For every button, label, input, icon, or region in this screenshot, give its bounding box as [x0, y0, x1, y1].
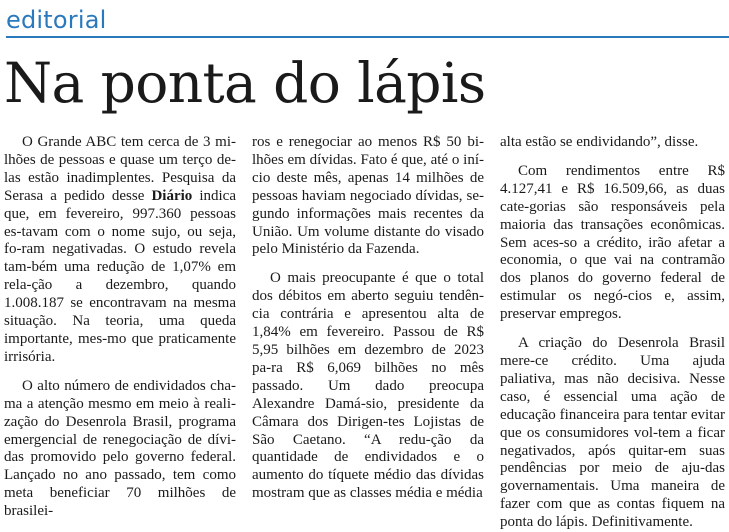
- section-tag: [6, 2, 729, 38]
- article-column-1: [4, 134, 236, 521]
- paragraph-text: indica que, em fevereiro, 997.360 pessoas es-tavam com o nome sujo, ou seja, fo-ram negativadas. O estudo revela tam-bém uma redução de 1,07% em rela-ção a dezembro, quando 1.008.187 se encontravam na mesma situação. Na teoria, uma queda importante, mes-mo que praticamente irrisória.: [4, 187, 236, 365]
- section-label: editorial: [6, 6, 107, 34]
- article-column-2: [252, 134, 484, 503]
- article-paragraph: alta estão se endividando”, disse.: [500, 134, 699, 150]
- article-paragraph: [4, 134, 236, 367]
- paragraph-text: O Grande ABC tem cerca de 3 mi-lhões de pessoas e quase um terço de-las estão inadimplentes. Pesquisa da Serasa a pedido desse: [4, 134, 236, 204]
- article-paragraph: ros e renegociar ao menos R$ 50 bi-lhões em dívidas. Fato é que, até o iní-cio deste mês, apenas 14 milhões de pessoas haviam negociado dívidas, se-gundo informações mais recentes da União. Um volume distante do visado pelo Ministério da Fazenda.: [252, 134, 484, 258]
- article-paragraph: A criação do Desenrola Brasil mere-ce crédito. Uma ajuda paliativa, mas não decisiva. Nesse caso, é essencial uma ação de educação financeira para tentar evitar que os consumidores vol-tem a ficar negativados, após quitar-em suas pendências por meio de aju-das governamentais. Uma maneira de fazer com que as contas fiquem na ponta do lápis. Definitivamente.: [500, 335, 725, 531]
- article-paragraph: O mais preocupante é que o total dos débitos em aberto seguiu tendên-cia contrária e apresentou alta de 1,84% em fevereiro. Passou de R$ 5,95 bilhões em dezembro de 2023 pa-ra R$ 6,069 bilhões no mês passado. Um dado preocupa Alexandre Damá-sio, presidente da Câmara dos Dirigen-tes Lojistas de São Caetano. “A redu-ção da quantidade de endividados e o aumento do tíquete médio das dívidas mostram que as classes média e média: [252, 270, 484, 502]
- section-rule: [6, 36, 729, 38]
- article-paragraph: O alto número de endividados cha-ma a atenção mesmo em meio à reali-zação do Desenrola Brasil, programa emergencial de renegociação de dívi-das promovido pelo governo federal. Lançado no ano passado, tem como meta beneficiar 70 milhões de brasilei-: [4, 377, 236, 520]
- article-paragraph: Com rendimentos entre R$ 4.127,41 e R$ 16.509,66, as duas cate-gorias são responsáveis pela maioria das transações econômicas. Sem aces-so a crédito, irão afetar a economia, o que vai na contramão dos planos do governo federal de estimular os negó-cios e, assim, preservar empregos.: [500, 162, 725, 323]
- article-column-3: [500, 134, 725, 532]
- headline: Na ponta do lápis: [4, 51, 486, 115]
- newspaper-name: Diário: [151, 187, 193, 204]
